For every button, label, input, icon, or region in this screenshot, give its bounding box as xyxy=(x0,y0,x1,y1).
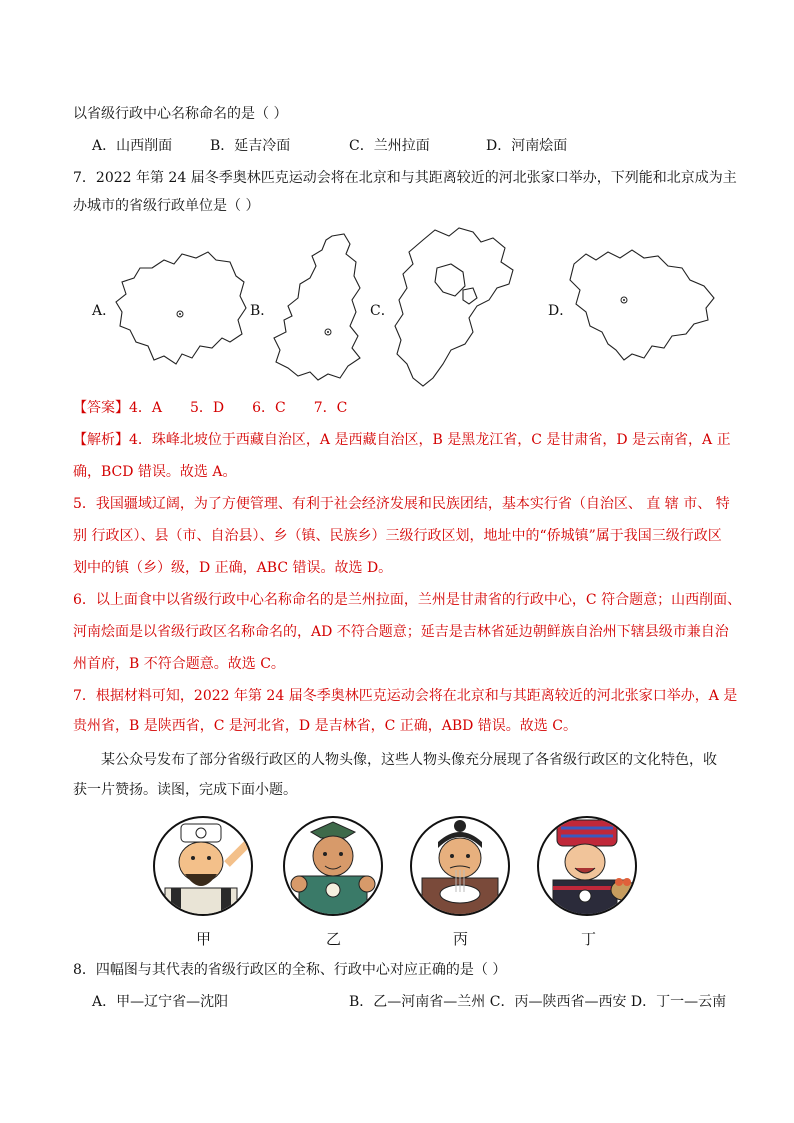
analysis-line-9: 7．根据材料可知，2022 年第 24 届冬季奥林匹克运动会将在北京和与其距离较近的河北张家口举办，A 是 xyxy=(73,688,738,704)
material-line-2: 获一片赞扬。读图，完成下面小题。 xyxy=(73,782,297,798)
q6-option-a: A．山西削面 xyxy=(92,138,173,154)
q6-stem-tail: 以省级行政中心名称命名的是（ ） xyxy=(73,106,288,122)
map-a-label: A． xyxy=(92,303,117,319)
analysis-line-5: 划中的镇（乡）级，D 正确，ABC 错误。故选 D。 xyxy=(73,560,393,576)
analysis-text-1: 4．珠峰北坡位于西藏自治区，A 是西藏自治区，B 是黑龙江省，C 是甘肃省，D 是云南省，A 正 xyxy=(129,432,731,448)
q7-stem-line1: 7．2022 年第 24 届冬季奥林匹克运动会将在北京和与其距离较近的河北张家口举办，下列能和北京成为主 xyxy=(73,170,737,186)
q6-option-c: C．兰州拉面 xyxy=(349,138,430,154)
portrait-ding xyxy=(537,816,637,916)
caption-ding: 丁 xyxy=(581,930,597,948)
q8-options-bcd: B．乙—河南省—兰州 C．丙—陕西省—西安 D．丁一—云南 xyxy=(349,994,727,1010)
answer-text: 4．A 5．D 6．C 7．C xyxy=(129,400,348,416)
analysis-line-7: 河南烩面是以省级行政区名称命名的，AD 不符合题意；延吉是吉林省延边朝鲜族自治州下辖县级市兼自治 xyxy=(73,624,729,640)
analysis-tag: 【解析】 xyxy=(73,432,129,448)
map-b-shaanxi xyxy=(270,232,372,384)
map-d-jilin xyxy=(568,246,718,364)
map-a-guizhou xyxy=(112,242,252,370)
q8-option-a: A．甲—辽宁省—沈阳 xyxy=(92,994,229,1010)
q7-stem-line2: 办城市的省级行政单位是（ ） xyxy=(73,198,260,214)
caption-jia: 甲 xyxy=(196,930,212,948)
portrait-bing xyxy=(410,816,510,916)
analysis-line-8: 州首府，B 不符合题意。故选 C。 xyxy=(73,656,285,672)
material-line-1: 某公众号发布了部分省级行政区的人物头像，这些人物头像充分展现了各省级行政区的文化特色，收 xyxy=(101,752,717,768)
map-b-label: B． xyxy=(250,303,275,319)
analysis-line-10: 贵州省，B 是陕西省，C 是河北省，D 是吉林省，C 正确，ABD 错误。故选 C。 xyxy=(73,718,577,734)
portrait-jia xyxy=(153,816,253,916)
map-d-label: D． xyxy=(548,303,574,319)
analysis-line-2: 确，BCD 错误。故选 A。 xyxy=(73,464,237,480)
analysis-line-3: 5．我国疆域辽阔，为了方便管理、有利于社会经济发展和民族团结，基本实行省（自治区、 直 辖 市、 特 xyxy=(73,496,730,512)
caption-yi: 乙 xyxy=(326,930,342,948)
answer-tag: 【答案】 xyxy=(73,400,129,416)
caption-bing: 丙 xyxy=(453,930,469,948)
q8-stem: 8．四幅图与其代表的省级行政区的全称、行政中心对应正确的是（ ） xyxy=(73,962,507,978)
analysis-line-1 xyxy=(73,430,731,450)
q6-option-d: D．河南烩面 xyxy=(486,138,568,154)
map-c-hebei xyxy=(393,222,521,392)
answer-line xyxy=(73,398,347,418)
portrait-yi xyxy=(283,816,383,916)
analysis-line-4: 别 行政区）、县（市、自治县）、乡（镇、民族乡）三级行政区划，地址中的“侨城镇”属于我国三级行政区 xyxy=(73,528,722,544)
map-c-label: C． xyxy=(370,303,395,319)
q6-option-b: B．延吉冷面 xyxy=(210,138,291,154)
analysis-line-6: 6．以上面食中以省级行政中心名称命名的是兰州拉面，兰州是甘肃省的行政中心，C 符合题意；山西削面、 xyxy=(73,592,742,608)
